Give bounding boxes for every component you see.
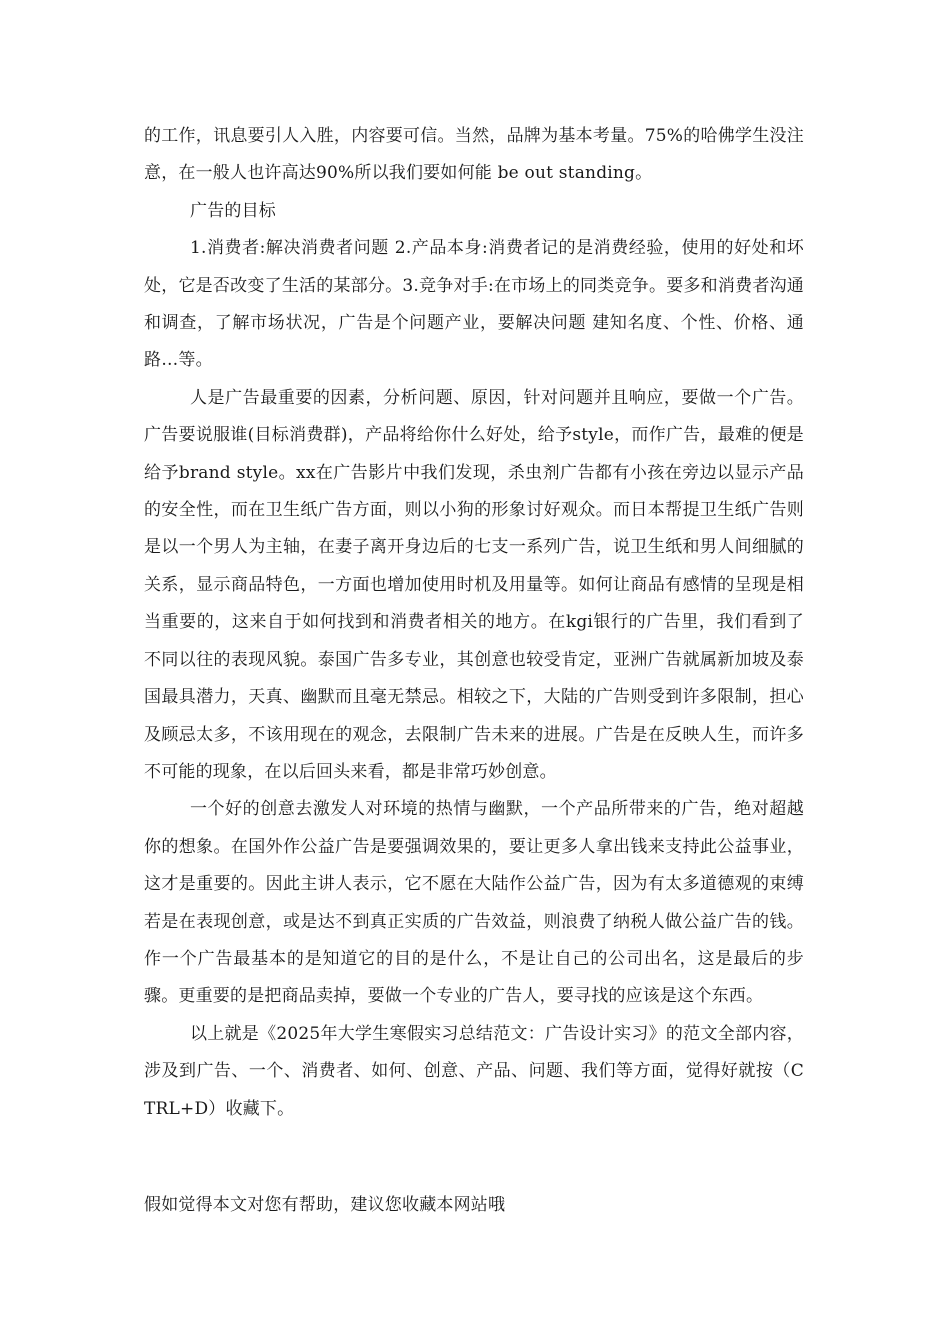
- footer-bookmark-note: 假如觉得本文对您有帮助，建议您收藏本网站哦: [144, 1195, 506, 1215]
- paragraph-good-creativity: 一个好的创意去激发人对环境的热情与幽默，一个产品所带来的广告，绝对超越你的想象。在国外作公益广告是要强调效果的，要让更多人拿出钱来支持此公益事业，这才是重要的。因此主讲人表示，它不愿在大陆作公益广告，因为有太多道德观的束缚若是在表现创意，或是达不到真正实质的广告效益，则浪费了纳税人做公益广告的钱。作一个广告最基本的是知道它的目的是什么，不是让自己的公司出名，这是最后的步骤。更重要的是把商品卖掉，要做一个专业的广告人，要寻找的应该是这个东西。: [144, 799, 804, 1007]
- paragraph-people-factor: 人是广告最重要的因素，分析问题、原因，针对问题并且响应，要做一个广告。广告要说服谁(目标消费群)，产品将给你什么好处，给予style，而作广告，最难的便是给予brand style。xx在广告影片中我们发现，杀虫剂广告都有小孩在旁边以显示产品的安全性，而在卫生纸广告方面，则以小狗的形象讨好观众。而日本帮提卫生纸广告则是以一个男人为主轴，在妻子离开身边后的七支一系列广告，说卫生纸和男人间细腻的关系，显示商品特色，一方面也增加使用时机及用量等。如何让商品有感情的呈现是相当重要的，这来自于如何找到和消费者相关的地方。在kgi银行的广告里，我们看到了不同以往的表现风貌。泰国广告多专业，其创意也较受肯定，亚洲广告就属新加坡及泰国最具潜力，天真、幽默而且毫无禁忌。相较之下，大陆的广告则受到许多限制，担心及顾忌太多，不该用现在的观念，去限制广告未来的进展。广告是在反映人生，而许多不可能的现象，在以后回头来看，都是非常巧妙创意。: [144, 387, 804, 782]
- paragraph-ad-goals-list: 1.消费者:解决消费者问题 2.产品本身:消费者记的是消费经验，使用的好处和坏处，它是否改变了生活的某部分。3.竞争对手:在市场上的同类竞争。要多和消费者沟通和调查，了解市场状况，广告是个问题产业，要解决问题 建知名度、个性、价格、通路…等。: [144, 238, 804, 371]
- document-body: [144, 118, 804, 1128]
- paragraph-summary: 以上就是《2025年大学生寒假实习总结范文：广告设计实习》的范文全部内容，涉及到广告、一个、消费者、如何、创意、产品、问题、我们等方面，觉得好就按（CTRL+D）收藏下。: [144, 1023, 804, 1119]
- paragraph-continued-intro: 的工作，讯息要引人入胜，内容要可信。当然，品牌为基本考量。75%的哈佛学生没注意，在一般人也许高达90%所以我们要如何能 be out standing。: [144, 126, 804, 184]
- paragraph-ad-goals-heading: 广告的目标: [190, 200, 276, 221]
